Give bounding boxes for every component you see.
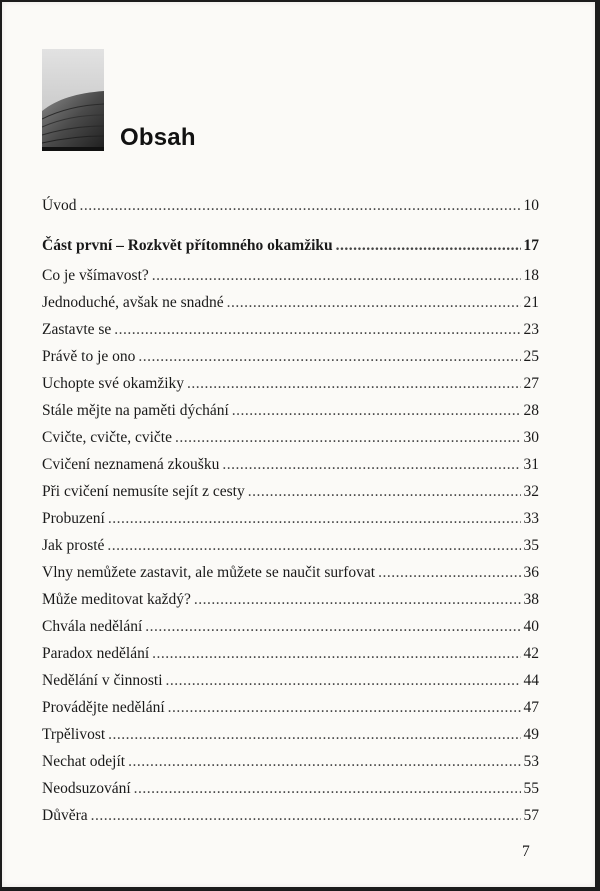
toc-entry-title: Nechat odejít — [42, 753, 126, 770]
toc-entry-title: Zastavte se — [42, 321, 112, 338]
toc-entry-page: 49 — [523, 726, 539, 743]
toc-entry[interactable] — [42, 723, 539, 747]
toc-entry[interactable] — [42, 372, 539, 396]
decorative-photo — [42, 49, 104, 151]
toc-entry-page: 10 — [523, 197, 539, 214]
toc-entry-title: Provádějte nedělání — [42, 699, 165, 716]
toc-entry-title: Neodsuzování — [42, 780, 131, 797]
dot-leader — [166, 669, 521, 693]
toc-entry[interactable] — [42, 264, 539, 288]
toc-entry-title: Při cvičení nemusíte sejít z cesty — [42, 483, 245, 500]
toc-entry-page: 36 — [523, 564, 539, 581]
toc-entry-page: 55 — [523, 780, 539, 797]
dot-leader — [168, 696, 521, 720]
dot-leader — [114, 318, 520, 342]
toc-entry-title: Právě to je ono — [42, 348, 136, 365]
toc-entry-page: 18 — [523, 267, 539, 284]
dot-leader — [222, 453, 520, 477]
toc-entry-title: Důvěra — [42, 807, 88, 824]
toc-entry-title: Probuzení — [42, 510, 105, 527]
dot-leader — [232, 399, 521, 423]
toc-entry-title: Trpělivost — [42, 726, 106, 743]
toc-entry-page: 44 — [523, 672, 539, 689]
toc-entry-title: Cvičte, cvičte, cvičte — [42, 429, 172, 446]
toc-entry-title: Vlny nemůžete zastavit, ale můžete se naučit surfovat — [42, 564, 376, 581]
toc-entry-title: Část první – Rozkvět přítomného okamžiku — [42, 237, 333, 254]
toc-entry-page: 28 — [523, 402, 539, 419]
dot-leader — [107, 534, 520, 558]
dot-leader — [79, 194, 520, 218]
toc-entry-page: 33 — [523, 510, 539, 527]
toc-entry[interactable] — [42, 453, 539, 477]
dot-leader — [145, 615, 520, 639]
toc-entry[interactable] — [42, 642, 539, 666]
toc-entry-page: 27 — [523, 375, 539, 392]
toc-entry-page: 42 — [523, 645, 539, 662]
toc-entry-title: Jednoduché, avšak ne snadné — [42, 294, 224, 311]
dot-leader — [378, 561, 520, 585]
toc-entry[interactable] — [42, 534, 539, 558]
dot-leader — [91, 804, 521, 828]
toc-entry-title: Co je všímavost? — [42, 267, 149, 284]
dot-leader — [138, 345, 520, 369]
toc-entry[interactable] — [42, 669, 539, 693]
toc-entry-page: 25 — [523, 348, 539, 365]
toc-entry-page: 23 — [523, 321, 539, 338]
toc-entry-page: 38 — [523, 591, 539, 608]
dot-leader — [108, 507, 521, 531]
toc-entry-page: 47 — [523, 699, 539, 716]
dot-leader — [194, 588, 521, 612]
toc-entry-page: 32 — [523, 483, 539, 500]
toc-entry-title: Chvála nedělání — [42, 618, 143, 635]
toc-entry-page: 35 — [523, 537, 539, 554]
toc-entry[interactable] — [42, 777, 539, 801]
toc-entry[interactable] — [42, 291, 539, 315]
toc-entry[interactable] — [42, 426, 539, 450]
sand-dune-image — [42, 49, 104, 151]
toc-entry[interactable] — [42, 696, 539, 720]
toc-entry-page: 57 — [523, 807, 539, 824]
dot-leader — [152, 642, 520, 666]
dot-leader — [227, 291, 521, 315]
dot-leader — [128, 750, 520, 774]
toc-entry-title: Uchopte své okamžiky — [42, 375, 185, 392]
toc-entry-part[interactable] — [42, 234, 539, 258]
toc-entry-title: Jak prosté — [42, 537, 105, 554]
toc-heading: Obsah — [120, 124, 196, 151]
toc-entry[interactable] — [42, 345, 539, 369]
toc-entry[interactable] — [42, 561, 539, 585]
dot-leader — [336, 234, 521, 258]
toc-entry-page: 17 — [523, 237, 539, 254]
dot-leader — [187, 372, 520, 396]
toc-entry-page: 21 — [523, 294, 539, 311]
toc-entry[interactable] — [42, 480, 539, 504]
toc-entry-title: Stále mějte na paměti dýchání — [42, 402, 229, 419]
dot-leader — [108, 723, 520, 747]
dot-leader — [248, 480, 521, 504]
toc-entry[interactable] — [42, 750, 539, 774]
page-number: 7 — [522, 843, 530, 860]
toc-entry[interactable] — [42, 615, 539, 639]
toc-entry-title: Může meditovat každý? — [42, 591, 191, 608]
toc-entry-title: Úvod — [42, 197, 77, 214]
toc-entry-page: 31 — [523, 456, 539, 473]
toc-entry[interactable] — [42, 399, 539, 423]
toc-entry-page: 40 — [523, 618, 539, 635]
toc-entry-page: 30 — [523, 429, 539, 446]
toc-entry-title: Nedělání v činnosti — [42, 672, 163, 689]
toc-entry[interactable] — [42, 507, 539, 531]
toc-entry[interactable] — [42, 318, 539, 342]
toc-entry-page: 53 — [523, 753, 539, 770]
toc-entry-title: Paradox nedělání — [42, 645, 150, 662]
dot-leader — [175, 426, 521, 450]
toc-entry-title: Cvičení neznamená zkoušku — [42, 456, 220, 473]
dot-leader — [152, 264, 521, 288]
toc-entry[interactable] — [42, 194, 539, 218]
book-page — [2, 2, 595, 887]
toc-entry[interactable] — [42, 804, 539, 828]
toc-entry[interactable] — [42, 588, 539, 612]
dot-leader — [134, 777, 521, 801]
